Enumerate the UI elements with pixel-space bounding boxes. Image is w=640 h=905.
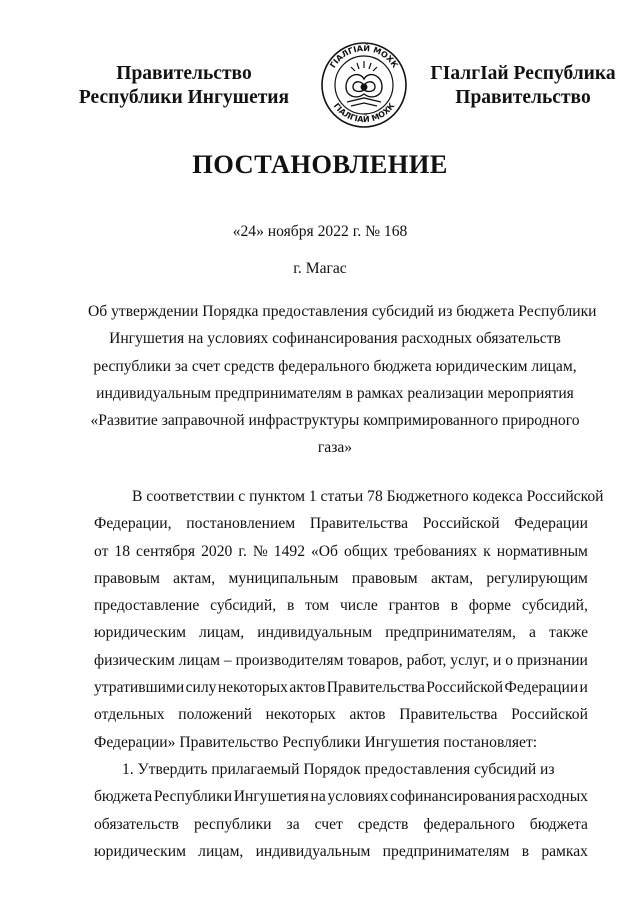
body-line (94, 592, 588, 619)
subject-line: газа» (317, 439, 353, 457)
body-word: силу (185, 679, 217, 697)
body-line (94, 838, 588, 865)
body-line: 1. Утвердить прилагаемый Порядок предоставления субсидий из (122, 760, 555, 778)
body-word: предпринимателям (382, 842, 510, 860)
body-word: некоторых (265, 706, 336, 724)
body-word: а (529, 624, 536, 642)
body-word: предоставление (94, 597, 200, 615)
body-word: г. (238, 542, 247, 560)
body-word: Правительства (399, 706, 498, 724)
body-word: Правительства (326, 679, 425, 697)
body-word: актов (289, 679, 326, 697)
body-word: в (286, 597, 295, 615)
body-word: индивидуальным (257, 624, 373, 642)
body-word: некоторых (217, 679, 288, 697)
body-word: бюджета (94, 788, 153, 806)
coat-of-arms-icon (313, 40, 415, 130)
document-subject (88, 298, 597, 462)
document-title: ПОСТАНОВЛЕНИЕ (192, 149, 448, 179)
body-word: Республики (153, 788, 233, 806)
body-word: товаров, (347, 651, 403, 669)
body-word: софинансирования (390, 788, 516, 806)
body-word: счет (314, 815, 343, 833)
subject-line: Ингушетия на условиях софинансирования расходных обязательств (109, 330, 561, 348)
body-word: № (252, 542, 268, 560)
body-line (94, 647, 588, 674)
body-word: числе (339, 597, 378, 615)
body-word: также (549, 624, 588, 642)
body-word: от (94, 542, 109, 560)
body-word: бюджета (529, 815, 588, 833)
body-word: индивидуальным (255, 842, 371, 860)
body-word: физическим (94, 651, 175, 669)
body-line: Федерации» Правительство Республики Ингушетия постановляет: (94, 733, 538, 751)
body-word: и (579, 679, 588, 697)
body-word: обязательств (94, 815, 179, 833)
body-word: сентября (136, 542, 196, 560)
document-city: г. Магас (293, 260, 347, 277)
subject-line: Об утверждении Порядка предоставления субсидий из бюджета Республики (88, 303, 597, 320)
header-right-ingush (410, 62, 636, 110)
body-word: правовым (351, 569, 418, 587)
body-word: нормативным (496, 542, 588, 560)
body-word: за (286, 815, 300, 833)
body-word: постановлением (186, 515, 296, 533)
body-line (94, 674, 588, 701)
emblem-ring-top: ГIАЛГIАЙ МОХК (328, 43, 400, 70)
body-line: В соответствии с пунктом 1 статьи 78 Бюджетного кодекса Российской (132, 488, 604, 505)
body-word: требованиях (393, 542, 478, 560)
body-word: 1492 (273, 542, 305, 560)
body-word: работ, (406, 651, 447, 669)
header-right-line-2: Правительство (455, 87, 591, 108)
body-word: муниципальным (228, 569, 339, 587)
body-word: актам, (431, 569, 473, 587)
body-word: положений (178, 706, 252, 724)
body-line (94, 701, 588, 728)
body-word: услуг, (450, 651, 490, 669)
body-word: общих (344, 542, 388, 560)
header-right-line-1: ГIалгIай Республика (430, 63, 616, 84)
body-word: лицам, (198, 842, 244, 860)
body-word: юридическим (94, 842, 186, 860)
body-word: средств (357, 815, 409, 833)
body-line (94, 811, 588, 838)
body-word: 18 (114, 542, 131, 560)
body-line (94, 510, 588, 537)
body-word: предпринимателям, (385, 624, 516, 642)
body-word: субсидий, (210, 597, 277, 615)
header-left-russian (72, 62, 296, 110)
body-word: республики (193, 815, 272, 833)
document-date: «24» ноября 2022 г. № 168 (232, 223, 408, 240)
emblem-ring-bottom: ГIАЛГIАЙ МОХК (331, 101, 397, 125)
body-word: регулирующим (486, 569, 588, 587)
body-word: субсидий, (521, 597, 588, 615)
body-word: – (223, 651, 232, 669)
body-word: 2020 (201, 542, 233, 560)
body-word: актам, (173, 569, 216, 587)
body-word: грантов (388, 597, 440, 615)
header-left-line-2: Республики Ингушетия (78, 87, 290, 108)
body-word: расходных (517, 788, 588, 806)
body-word: в (450, 597, 458, 615)
body-word: том (305, 597, 330, 615)
body-word: на (310, 788, 326, 806)
body-word: Федерации (504, 679, 579, 697)
body-word: отдельных (94, 706, 165, 724)
body-word: Российской (511, 706, 588, 724)
body-word: к (483, 542, 491, 560)
body-word: в (521, 842, 530, 860)
body-word: форме (468, 597, 512, 615)
body-word: Федерации, (94, 515, 172, 533)
body-word: признании (516, 651, 588, 669)
body-word: Российской (422, 515, 500, 533)
document-body (94, 483, 604, 865)
body-word: о (505, 651, 514, 669)
body-word: юридическим (94, 624, 186, 642)
body-word: правовым (94, 569, 160, 587)
body-word: Российской (426, 679, 504, 697)
body-word: условиях (327, 788, 389, 806)
body-word: актов (349, 706, 386, 724)
body-word: лицам, (199, 624, 245, 642)
body-word: Правительства (309, 515, 408, 533)
body-word: утратившими (94, 679, 185, 697)
subject-line: индивидуальным предпринимателям в рамках реализации мероприятия (96, 384, 574, 402)
subject-line: «Развитие заправочной инфраструктуры компримированного природного (90, 412, 580, 430)
body-word: и (493, 651, 502, 669)
body-word: Ингушетия (233, 788, 309, 806)
body-line (94, 783, 588, 810)
subject-line: республики за счет средств федерального бюджета юридическим лицам, (93, 357, 577, 375)
body-word: Федерации (514, 515, 588, 533)
body-word: рамках (541, 842, 588, 860)
body-word: лицам (178, 651, 220, 669)
body-line (94, 565, 588, 592)
body-line (94, 538, 588, 565)
header-left-line-1: Правительство (116, 63, 252, 84)
body-line (94, 619, 588, 646)
body-word: «Об (311, 542, 338, 560)
body-word: федерального (423, 815, 515, 833)
body-word: производителям (235, 651, 344, 669)
